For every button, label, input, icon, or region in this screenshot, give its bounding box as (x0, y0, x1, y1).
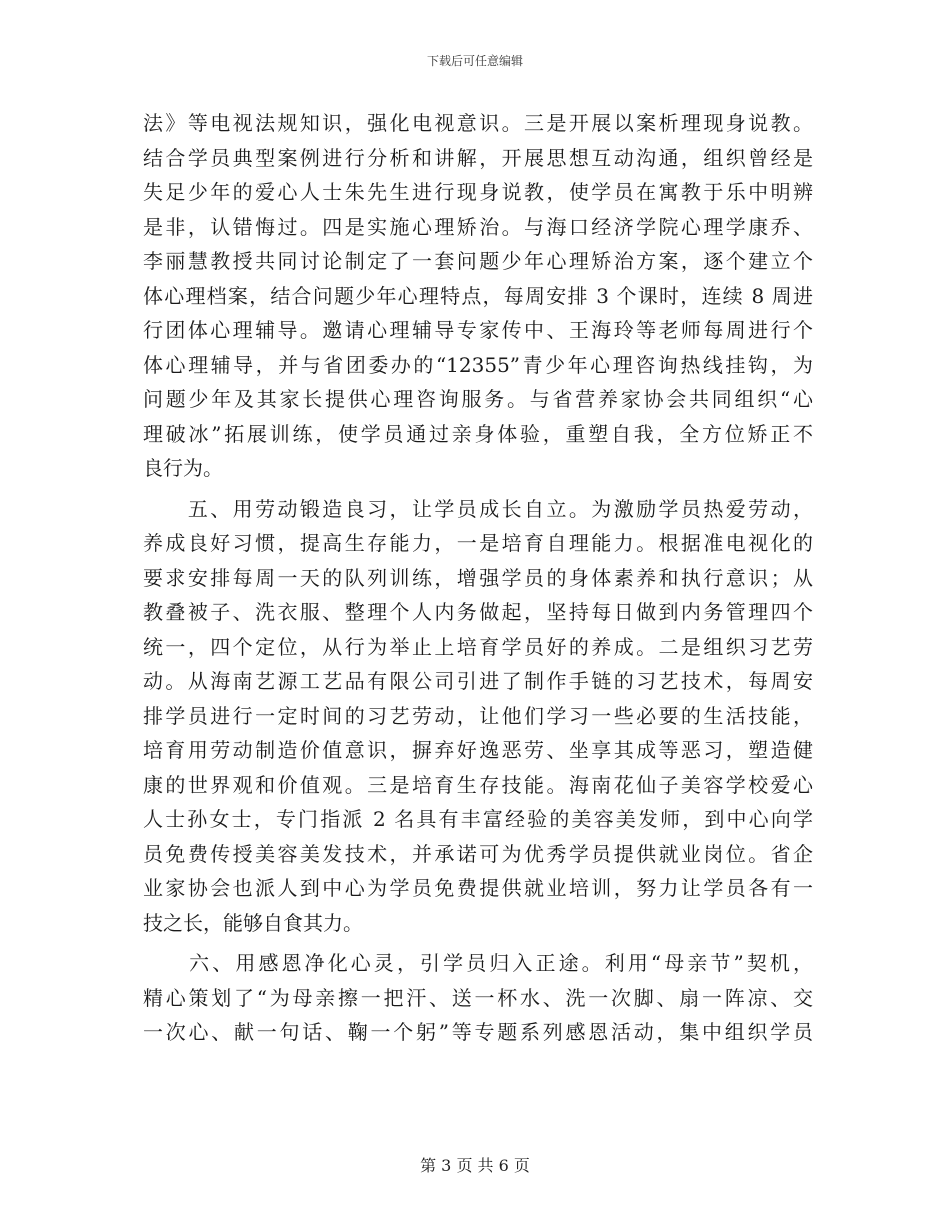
page-footer: 第 3 页 共 6 页 (420, 1156, 530, 1175)
text-line: 培育用劳动制造价值意识，摒弃好逸恶劳、坐享其成等恶习，塑造健 (143, 738, 813, 762)
text-line-end: 良行为。 (143, 456, 223, 480)
document-body (143, 106, 813, 1050)
text-line: 体心理辅导，并与省团委办的“12355”青少年心理咨询热线挂钩，为 (143, 352, 813, 377)
text-line: 教叠被子、洗衣服、整理个人内务做起，坚持每日做到内务管理四个 (143, 600, 813, 624)
text-line: 是非，认错悔过。四是实施心理矫治。与海口经济学院心理学康乔、 (143, 214, 813, 239)
text-line-end: 技之长，能够自食其力。 (143, 910, 363, 935)
text-line: 康的世界观和价值观。三是培育生存技能。海南花仙子美容学校爱心 (143, 772, 813, 797)
text-line: 业家协会也派人到中心为学员免费提供就业培训，努力让学员各有一 (143, 876, 813, 900)
text-line: 人士孙女士，专门指派 2 名具有丰富经验的美容美发师，到中心向学 (143, 807, 813, 831)
text-line: 失足少年的爱心人士朱先生进行现身说教，使学员在寓教于乐中明辨 (143, 180, 813, 204)
text-line: 统一，四个定位，从行为举止上培育学员好的养成。二是组织习艺劳 (143, 634, 813, 659)
text-line: 精心策划了“为母亲擦一把汗、送一杯水、洗一次脚、扇一阵凉、交 (143, 985, 813, 1010)
paragraph-start-line: 六、用感恩净化心灵，引学员归入正途。利用“母亲节”契机， (143, 951, 813, 975)
paragraph-start-line: 五、用劳动锻造良习，让学员成长自立。为激励学员热爱劳动， (143, 496, 813, 521)
text-line: 员免费传授美容美发技术，并承诺可为优秀学员提供就业岗位。省企 (143, 841, 813, 866)
text-line: 养成良好习惯，提高生存能力，一是培育自理能力。根据准电视化的 (143, 531, 813, 555)
text-line: 行团体心理辅导。邀请心理辅导专家传中、王海玲等老师每周进行个 (143, 318, 813, 342)
text-line: 体心理档案，结合问题少年心理特点，每周安排 3 个课时，连续 8 周进 (143, 283, 813, 308)
text-line: 排学员进行一定时间的习艺劳动，让他们学习一些必要的生活技能， (143, 703, 813, 728)
text-line: 要求安排每周一天的队列训练，增强学员的身体素养和执行意识；从 (143, 565, 813, 590)
text-line: 结合学员典型案例进行分析和讲解，开展思想互动沟通，组织曾经是 (143, 145, 813, 170)
text-line: 法》等电视法规知识，强化电视意识。三是开展以案析理现身说教。 (143, 111, 813, 135)
text-line: 李丽慧教授共同讨论制定了一套问题少年心理矫治方案，逐个建立个 (143, 249, 813, 273)
text-line: 理破冰”拓展训练，使学员通过亲身体验，重塑自我，全方位矫正不 (143, 421, 813, 446)
text-line: 一次心、献一句话、鞠一个躬”等专题系列感恩活动，集中组织学员 (143, 1020, 813, 1044)
text-line: 动。从海南艺源工艺品有限公司引进了制作手链的习艺技术，每周安 (143, 669, 813, 693)
text-line: 问题少年及其家长提供心理咨询服务。与省营养家协会共同组织“心 (143, 387, 813, 411)
page-header: 下载后可任意编辑 (426, 54, 523, 68)
